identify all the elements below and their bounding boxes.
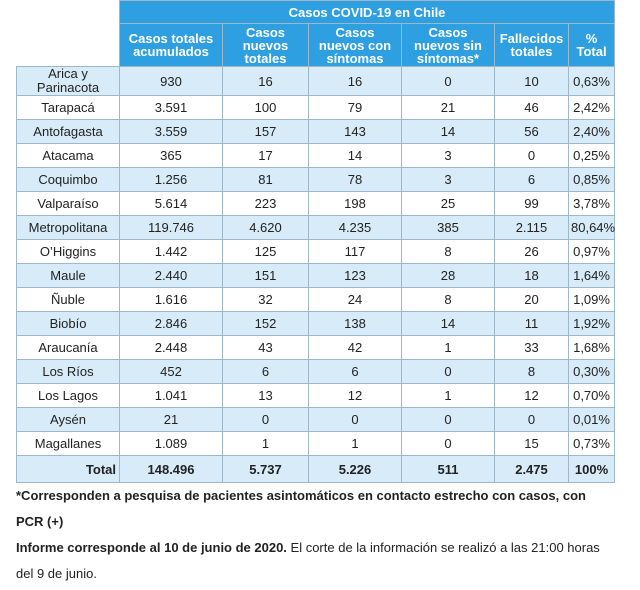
- column-header: Casos totales acumulados: [120, 24, 223, 67]
- data-cell: 125: [223, 240, 309, 264]
- data-cell: 5.614: [120, 192, 223, 216]
- data-cell: 0,73%: [569, 432, 615, 456]
- data-cell: 1: [402, 336, 495, 360]
- data-cell: 0,97%: [569, 240, 615, 264]
- covid-cases-table: [16, 0, 615, 483]
- data-cell: 365: [120, 144, 223, 168]
- table-row: [17, 432, 615, 456]
- data-cell: 0,25%: [569, 144, 615, 168]
- report-date: Informe corresponde al 10 de junio de 2020.: [16, 540, 287, 555]
- table-row: [17, 360, 615, 384]
- region-cell: Tarapacá: [17, 96, 120, 120]
- data-cell: 14: [402, 120, 495, 144]
- data-cell: 28: [402, 264, 495, 288]
- data-cell: 0,63%: [569, 67, 615, 96]
- table-row: [17, 384, 615, 408]
- data-cell: 1,68%: [569, 336, 615, 360]
- data-cell: 152: [223, 312, 309, 336]
- report-note: [16, 535, 616, 587]
- data-cell: 223: [223, 192, 309, 216]
- data-cell: 198: [309, 192, 402, 216]
- data-cell: 4.620: [223, 216, 309, 240]
- total-cell: 511: [402, 456, 495, 483]
- data-cell: 0: [402, 408, 495, 432]
- data-cell: 1,64%: [569, 264, 615, 288]
- region-cell: Coquimbo: [17, 168, 120, 192]
- data-cell: 99: [495, 192, 569, 216]
- region-cell: Araucanía: [17, 336, 120, 360]
- data-cell: 1: [223, 432, 309, 456]
- data-cell: 8: [402, 240, 495, 264]
- data-cell: 2,42%: [569, 96, 615, 120]
- table-row: [17, 144, 615, 168]
- data-cell: 0: [495, 408, 569, 432]
- region-cell: Los Lagos: [17, 384, 120, 408]
- data-cell: 157: [223, 120, 309, 144]
- region-cell: Atacama: [17, 144, 120, 168]
- data-cell: 11: [495, 312, 569, 336]
- total-row: [17, 456, 615, 483]
- table-body: [17, 67, 615, 456]
- data-cell: 0,01%: [569, 408, 615, 432]
- data-cell: 2.846: [120, 312, 223, 336]
- table-row: [17, 192, 615, 216]
- table-row: [17, 96, 615, 120]
- report-cutoff: El corte de la información se realizó a las 21:00 horas del 9 de junio.: [16, 540, 600, 581]
- data-cell: 2.440: [120, 264, 223, 288]
- data-cell: 138: [309, 312, 402, 336]
- data-cell: 21: [120, 408, 223, 432]
- data-cell: 1.256: [120, 168, 223, 192]
- table-row: [17, 168, 615, 192]
- data-cell: 100: [223, 96, 309, 120]
- data-cell: 0: [402, 360, 495, 384]
- total-cell: 5.737: [223, 456, 309, 483]
- data-cell: 14: [309, 144, 402, 168]
- table-row: [17, 288, 615, 312]
- table-row: [17, 408, 615, 432]
- data-cell: 16: [309, 67, 402, 96]
- data-cell: 16: [223, 67, 309, 96]
- data-cell: 56: [495, 120, 569, 144]
- column-header: % Total: [569, 24, 615, 67]
- data-cell: 33: [495, 336, 569, 360]
- data-cell: 3: [402, 144, 495, 168]
- data-cell: 452: [120, 360, 223, 384]
- table-row: [17, 120, 615, 144]
- data-cell: 0: [495, 144, 569, 168]
- region-cell: O’Higgins: [17, 240, 120, 264]
- data-cell: 1.616: [120, 288, 223, 312]
- data-cell: 12: [495, 384, 569, 408]
- data-cell: 8: [402, 288, 495, 312]
- data-cell: 1.089: [120, 432, 223, 456]
- data-cell: 2,40%: [569, 120, 615, 144]
- table-row: [17, 312, 615, 336]
- region-cell: Ñuble: [17, 288, 120, 312]
- table-row: [17, 67, 615, 96]
- total-cell: 5.226: [309, 456, 402, 483]
- data-cell: 14: [402, 312, 495, 336]
- table-row: [17, 240, 615, 264]
- data-cell: 930: [120, 67, 223, 96]
- data-cell: 119.746: [120, 216, 223, 240]
- data-cell: 6: [223, 360, 309, 384]
- data-cell: 79: [309, 96, 402, 120]
- region-cell: Arica y Parinacota: [17, 67, 120, 96]
- column-header: Casos nuevos totales: [223, 24, 309, 67]
- data-cell: 80,64%: [569, 216, 615, 240]
- data-cell: 13: [223, 384, 309, 408]
- data-cell: 151: [223, 264, 309, 288]
- table-corner: [17, 1, 120, 67]
- data-cell: 26: [495, 240, 569, 264]
- data-cell: 78: [309, 168, 402, 192]
- region-cell: Maule: [17, 264, 120, 288]
- data-cell: 143: [309, 120, 402, 144]
- total-cell: 148.496: [120, 456, 223, 483]
- data-cell: 0,30%: [569, 360, 615, 384]
- table-row: [17, 264, 615, 288]
- data-cell: 42: [309, 336, 402, 360]
- data-cell: 1: [402, 384, 495, 408]
- footnote: *Corresponden a pesquisa de pacientes asintomáticos en contacto estrecho con casos, con PCR (+): [16, 488, 587, 529]
- data-cell: 81: [223, 168, 309, 192]
- data-cell: 0: [402, 67, 495, 96]
- total-label: Total: [17, 456, 120, 483]
- data-cell: 2.448: [120, 336, 223, 360]
- region-cell: Valparaíso: [17, 192, 120, 216]
- data-cell: 0: [402, 432, 495, 456]
- table-title: Casos COVID-19 en Chile: [120, 1, 615, 24]
- data-cell: 24: [309, 288, 402, 312]
- data-cell: 1.442: [120, 240, 223, 264]
- data-cell: 3.591: [120, 96, 223, 120]
- table-row: [17, 216, 615, 240]
- column-header: Fallecidos totales: [495, 24, 569, 67]
- data-cell: 3.559: [120, 120, 223, 144]
- data-cell: 1,09%: [569, 288, 615, 312]
- data-cell: 10: [495, 67, 569, 96]
- data-cell: 15: [495, 432, 569, 456]
- data-cell: 12: [309, 384, 402, 408]
- data-cell: 43: [223, 336, 309, 360]
- data-cell: 3: [402, 168, 495, 192]
- region-cell: Metropolitana: [17, 216, 120, 240]
- column-header: Casos nuevos sin síntomas*: [402, 24, 495, 67]
- data-cell: 117: [309, 240, 402, 264]
- data-cell: 21: [402, 96, 495, 120]
- data-cell: 17: [223, 144, 309, 168]
- data-cell: 32: [223, 288, 309, 312]
- region-cell: Biobío: [17, 312, 120, 336]
- region-cell: Antofagasta: [17, 120, 120, 144]
- data-cell: 46: [495, 96, 569, 120]
- data-cell: 2.115: [495, 216, 569, 240]
- data-cell: 3,78%: [569, 192, 615, 216]
- data-cell: 123: [309, 264, 402, 288]
- data-cell: 8: [495, 360, 569, 384]
- region-cell: Magallanes: [17, 432, 120, 456]
- data-cell: 0,85%: [569, 168, 615, 192]
- notes-section: [16, 483, 616, 587]
- region-cell: Los Ríos: [17, 360, 120, 384]
- total-cell: 2.475: [495, 456, 569, 483]
- data-cell: 1,92%: [569, 312, 615, 336]
- data-cell: 0: [223, 408, 309, 432]
- data-cell: 0: [309, 408, 402, 432]
- region-cell: Aysén: [17, 408, 120, 432]
- data-cell: 385: [402, 216, 495, 240]
- column-header: Casos nuevos con síntomas: [309, 24, 402, 67]
- data-cell: 1: [309, 432, 402, 456]
- data-cell: 6: [309, 360, 402, 384]
- data-cell: 4.235: [309, 216, 402, 240]
- data-cell: 18: [495, 264, 569, 288]
- data-cell: 20: [495, 288, 569, 312]
- data-cell: 25: [402, 192, 495, 216]
- table-row: [17, 336, 615, 360]
- total-cell: 100%: [569, 456, 615, 483]
- data-cell: 6: [495, 168, 569, 192]
- data-cell: 0,70%: [569, 384, 615, 408]
- data-cell: 1.041: [120, 384, 223, 408]
